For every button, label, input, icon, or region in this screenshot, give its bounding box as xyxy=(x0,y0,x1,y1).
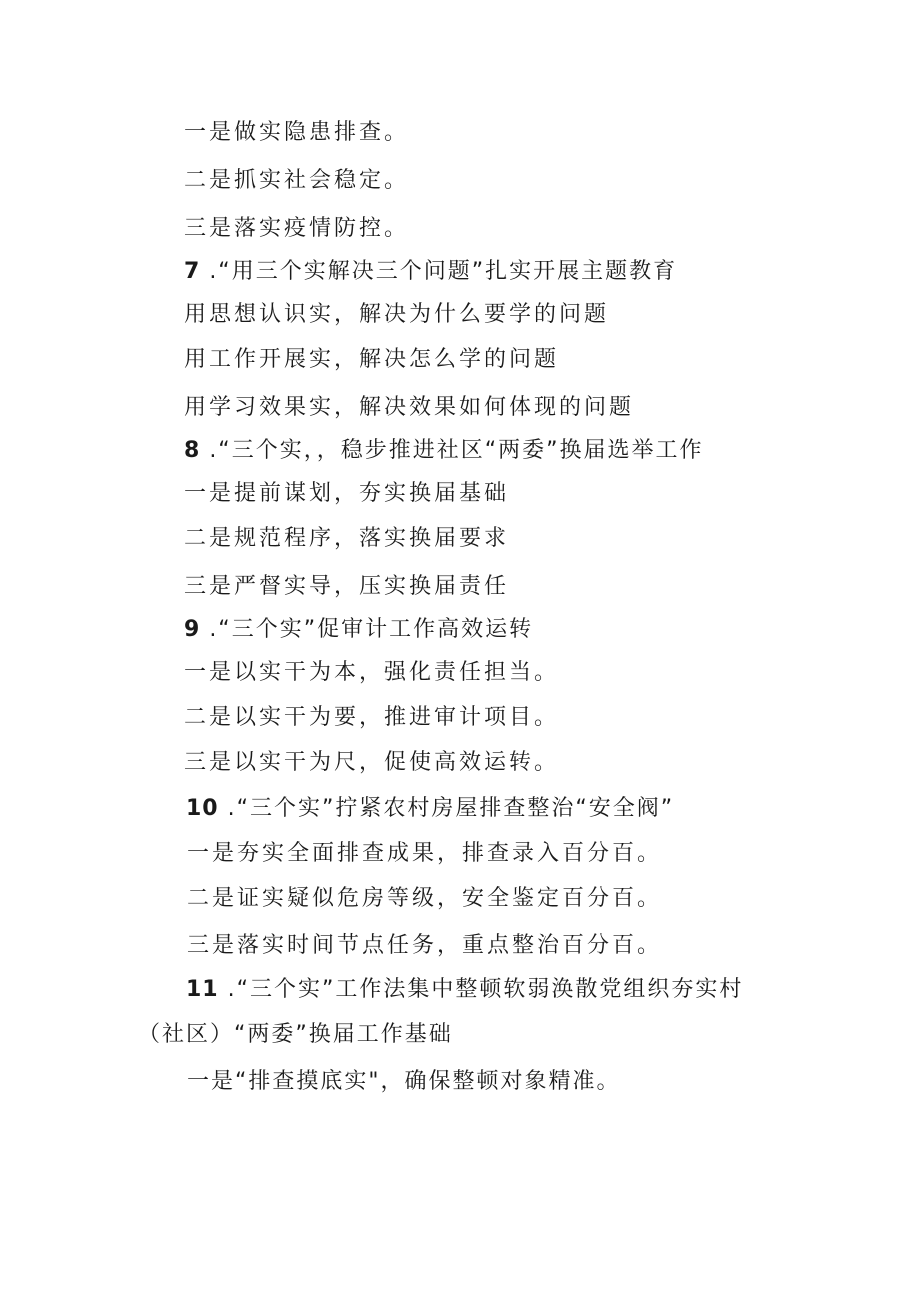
text-line: 一是做实隐患排查。 xyxy=(184,120,410,145)
heading-continuation: （社区）“两委”换届工作基础 xyxy=(138,1022,453,1047)
text-line: 二是规范程序，落实换届要求 xyxy=(184,526,510,551)
text-line: 二是抓实社会稳定。 xyxy=(184,168,410,193)
heading-text: .“三个实”促审计工作高效运转 xyxy=(209,617,534,642)
heading-text: .“三个实”拧紧农村房屋排查整治“安全阀” xyxy=(227,796,675,821)
heading-number: 7 xyxy=(184,259,201,284)
section-heading-11 xyxy=(186,975,743,1005)
text-line: 用工作开展实，解决怎么学的问题 xyxy=(184,347,560,372)
text-line: 三是落实时间节点任务，重点整治百分百。 xyxy=(187,933,663,958)
text-line: 三是以实干为尺，促使高效运转。 xyxy=(184,750,560,775)
text-line: 三是落实疫情防控。 xyxy=(184,216,410,241)
heading-text: .“三个实，，稳步推进社区“两委”换届选举工作 xyxy=(209,438,704,463)
text-line: 二是以实干为要，推进审计项目。 xyxy=(184,705,560,730)
text-line: 三是严督实导，压实换届责任 xyxy=(184,574,510,599)
text-line: 二是证实疑似危房等级，安全鉴定百分百。 xyxy=(187,886,663,911)
heading-number: 11 xyxy=(186,977,219,1002)
text-line: 用思想认识实，解决为什么要学的问题 xyxy=(184,302,610,327)
text-line: 用学习效果实，解决效果如何体现的问题 xyxy=(184,395,635,420)
heading-text: .“三个实”工作法集中整顿软弱涣散党组织夯实村 xyxy=(227,977,744,1002)
heading-number: 10 xyxy=(186,796,219,821)
heading-text: .“用三个实解决三个问题”扎实开展主题教育 xyxy=(209,259,678,284)
section-heading-8 xyxy=(184,436,704,466)
text-line: 一是提前谋划，夯实换届基础 xyxy=(184,481,510,506)
text-line: 一是以实干为本，强化责任担当。 xyxy=(184,660,560,685)
section-heading-10 xyxy=(186,794,674,824)
section-heading-9 xyxy=(184,615,533,645)
heading-number: 8 xyxy=(184,438,201,463)
text-line: 一是“排查摸底实"，确保整顿对象精准。 xyxy=(187,1069,621,1094)
text-line: 一是夯实全面排查成果，排查录入百分百。 xyxy=(187,841,663,866)
heading-number: 9 xyxy=(184,617,201,642)
section-heading-7 xyxy=(184,257,677,287)
